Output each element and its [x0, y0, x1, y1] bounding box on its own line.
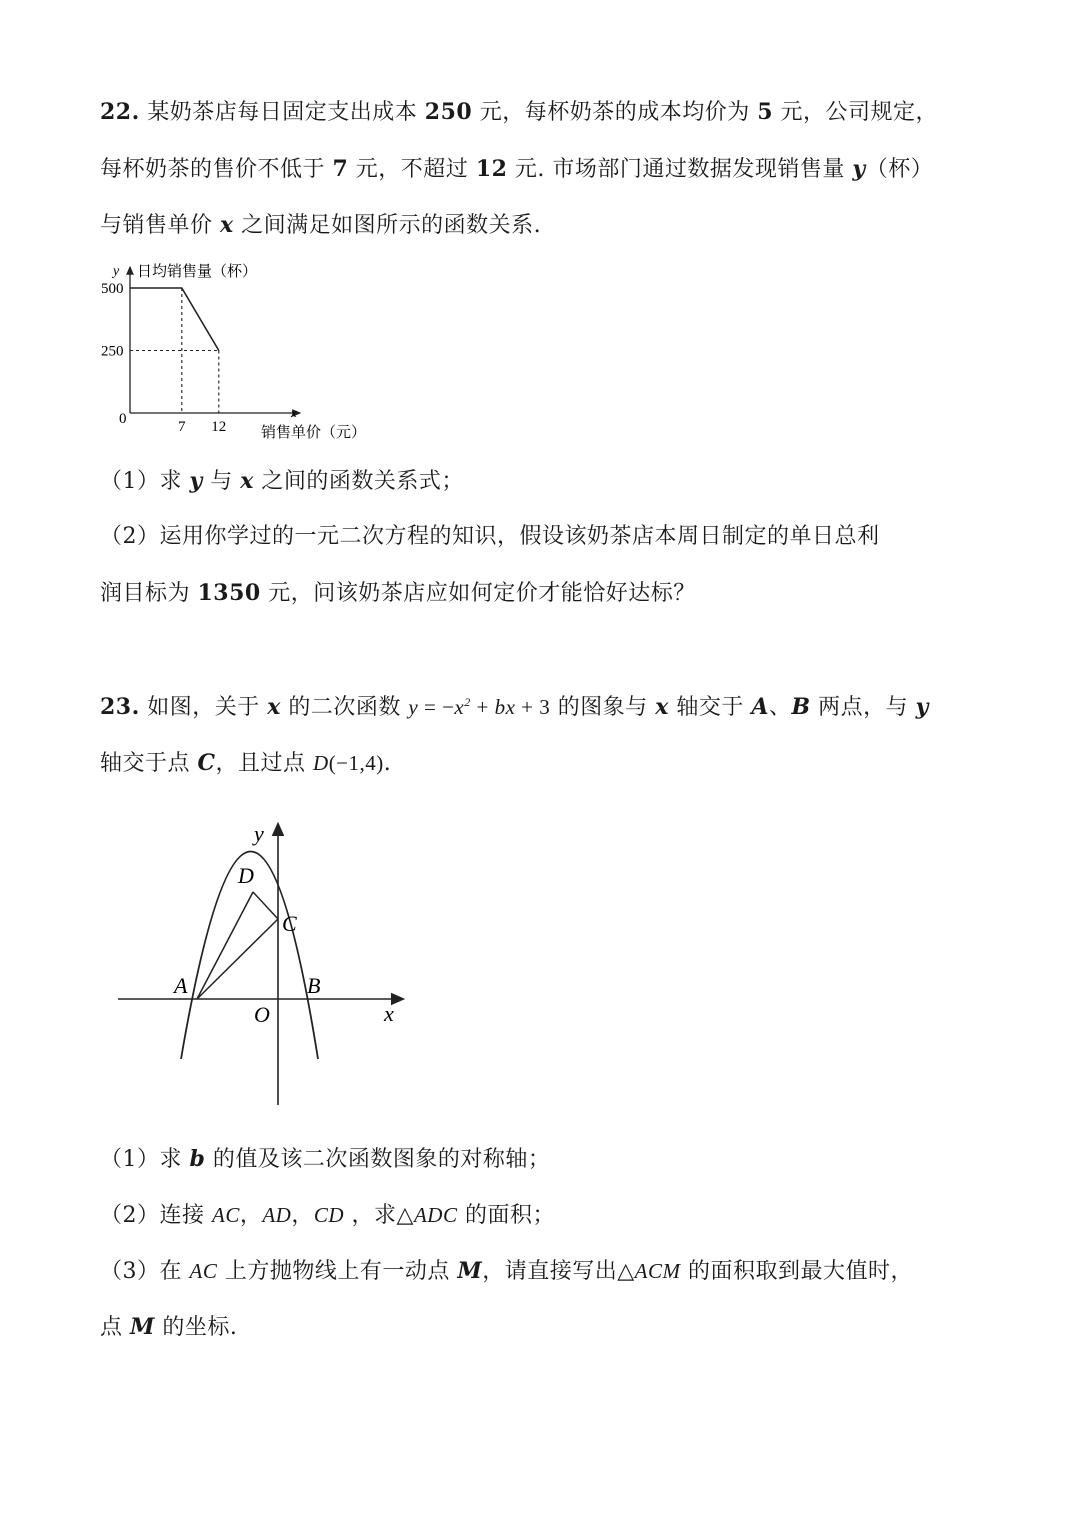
q23-segment-ac	[197, 919, 278, 999]
q23-part-3-line-2: 点 M 的坐标.	[100, 1314, 238, 1340]
q23-point-c-label: C	[282, 911, 297, 936]
q23-part-3-line-1: （3）在 AC 上方抛物线上有一动点 M，请直接写出△ACM 的面积取到最大值时，	[100, 1258, 913, 1284]
q23-origin-label: O	[254, 1002, 270, 1027]
q23-point-d-label: D	[238, 863, 254, 888]
q23-segment-ad	[197, 892, 253, 999]
q23-segment-cd	[253, 892, 278, 919]
q23-part-1: （1）求 b 的值及该二次函数图象的对称轴；	[100, 1146, 551, 1172]
q23-point-d: D(−1,4)	[313, 751, 384, 775]
q23-statement-line-2: 轴交于点 C，且过点 D(−1,4).	[100, 750, 392, 776]
q22-statement-line-1: 22. 某奶茶店每日固定支出成本 250 元，每杯奶茶的成本均价为 5 元，公司规定，	[100, 99, 939, 125]
q23-point-b-label: B	[307, 973, 321, 998]
q22-part-1: （1）求 y 与 x 之间的函数关系式；	[100, 468, 464, 494]
q23-number: 23.	[100, 694, 140, 720]
q22-y-tick-label: 250	[101, 343, 124, 360]
q22-sales-chart	[95, 255, 395, 445]
q22-x-tick-label: 12	[211, 419, 227, 435]
q22-origin-label: 0	[119, 411, 127, 427]
q22-number: 22.	[100, 99, 140, 125]
q23-point-a-label: A	[174, 973, 188, 998]
q22-x-var: x	[291, 405, 297, 420]
q22-part-2-line-1: （2）运用你学过的一元二次方程的知识，假设该奶茶店本周日制定的单日总利	[100, 524, 880, 549]
q22-y-var: y	[113, 264, 120, 279]
q22-x-axis-label: 销售单价（元）	[261, 423, 367, 441]
q22-dashed-guides	[130, 288, 219, 413]
q22-statement-line-3: 与销售单价 x 之间满足如图所示的函数关系.	[100, 212, 542, 238]
q23-parabola-figure	[110, 815, 430, 1115]
q22-series-line	[130, 288, 219, 351]
q22-y-axis-label: 日均销售量（杯）	[137, 262, 258, 280]
q23-statement-line-1: 23. 如图，关于 x 的二次函数 $y = -x^2$ + bx + 3 的图象与 x 轴交于 A、B 两点，与 y	[100, 694, 929, 720]
q22-y-tick-label: 500	[101, 281, 124, 297]
q23-x-axis-label: x	[384, 1001, 394, 1026]
q23-y-axis-label: y	[254, 821, 264, 846]
q22-part-2-line-2: 润目标为 1350 元，问该奶茶店应如何定价才能恰好达标？	[100, 580, 696, 606]
q23-function-formula: $y = -x^2$ + bx + 3	[408, 695, 551, 719]
q22-statement-line-2: 每杯奶茶的售价不低于 7 元，不超过 12 元. 市场部门通过数据发现销售量 y（杯）	[100, 156, 934, 182]
q22-x-tick-label: 7	[178, 419, 186, 435]
q23-part-2: （2）连接 AC，AD，CD ，求△ADC 的面积；	[100, 1203, 555, 1228]
